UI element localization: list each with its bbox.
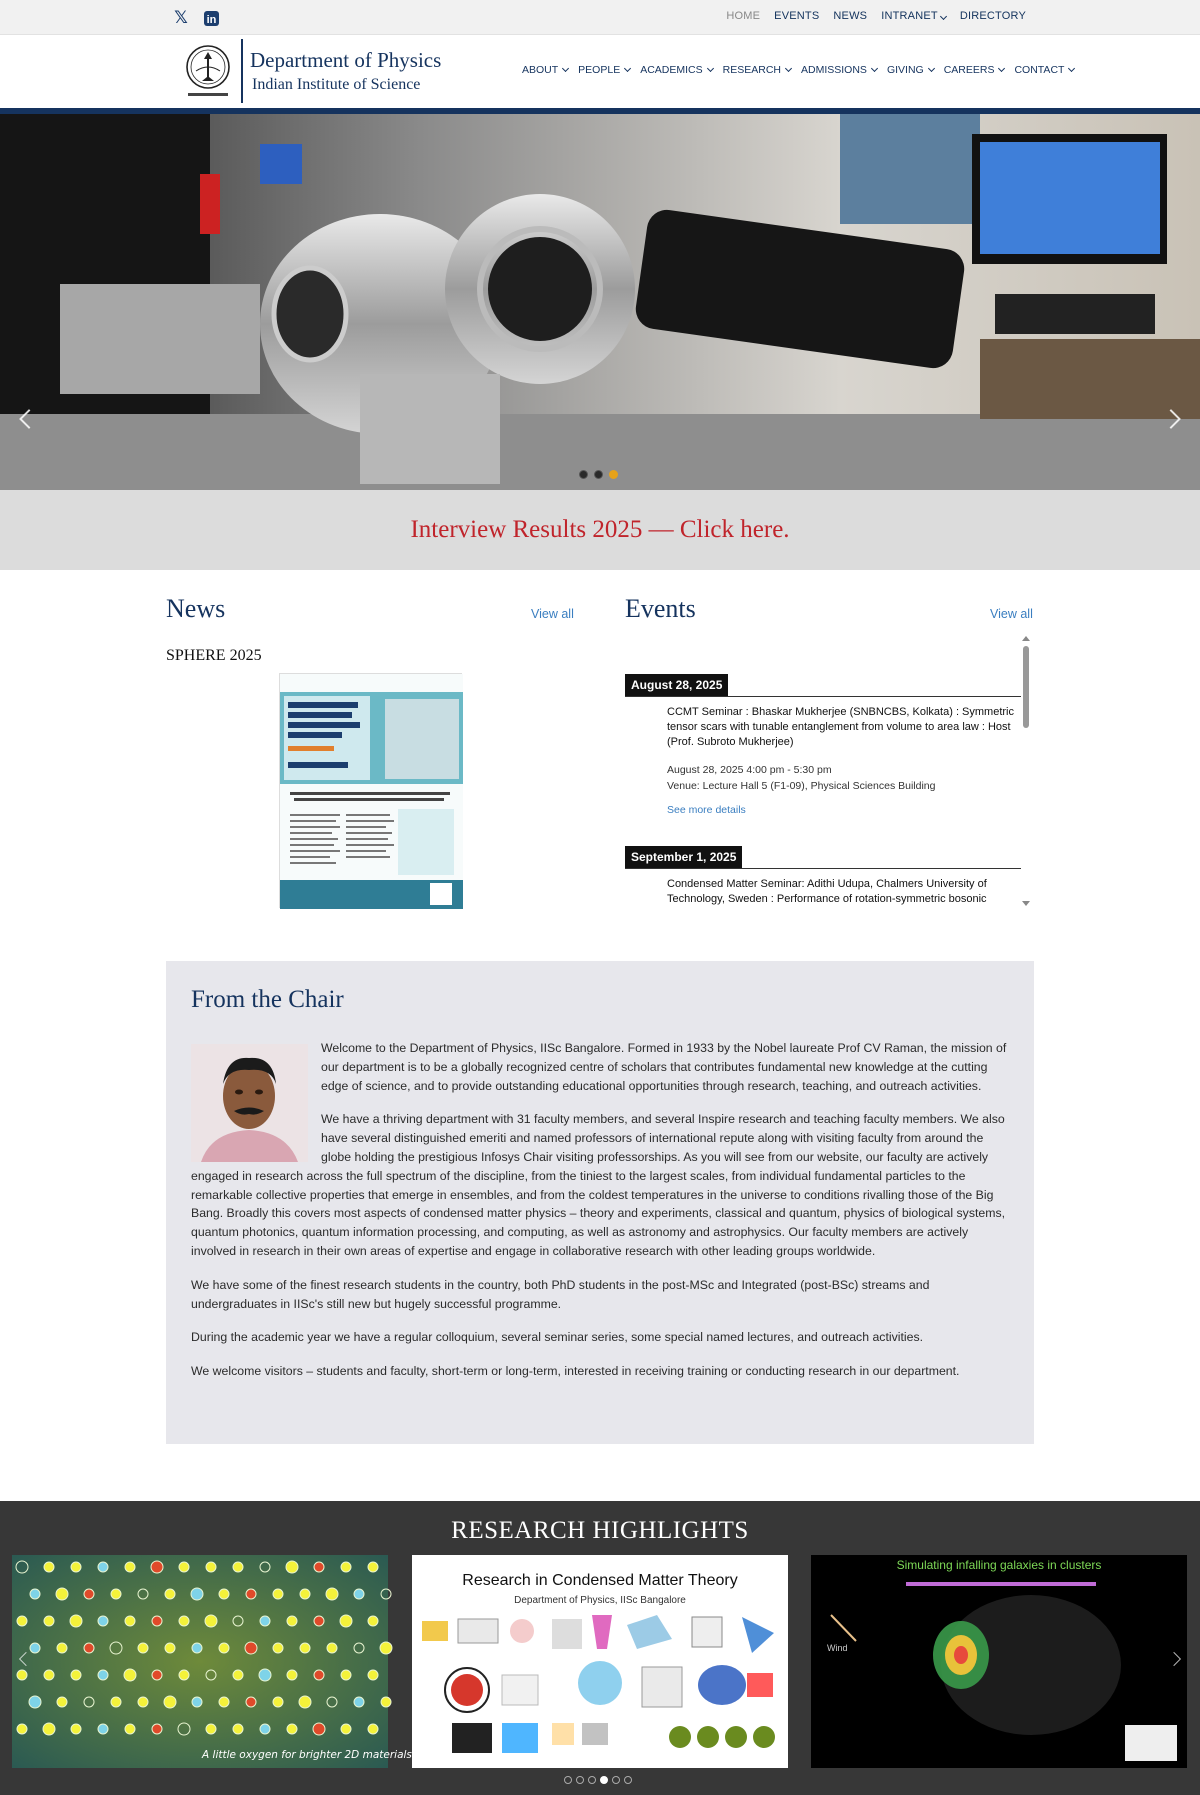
scrollbar-thumb[interactable] bbox=[1023, 646, 1029, 728]
chair-paragraph: We welcome visitors – students and faculty, short-term or long-term, interested in receiving training or conducting research in our department. bbox=[191, 1364, 960, 1379]
lattice-atom bbox=[314, 1616, 324, 1626]
events-list bbox=[625, 636, 1034, 906]
chevron-down-icon bbox=[998, 65, 1005, 72]
lattice-atom bbox=[206, 1562, 216, 1572]
lattice-atom bbox=[151, 1561, 163, 1573]
lattice-atom bbox=[138, 1643, 148, 1653]
interview-results-link[interactable]: Interview Results 2025 — Click here. bbox=[410, 516, 790, 543]
lattice-atom bbox=[246, 1697, 256, 1707]
lattice-atom bbox=[326, 1588, 338, 1600]
lattice-atom bbox=[313, 1723, 325, 1735]
lattice-atom bbox=[273, 1589, 283, 1599]
highlights-dot[interactable] bbox=[588, 1776, 596, 1784]
lattice-atom bbox=[314, 1562, 324, 1572]
chevron-down-icon bbox=[624, 65, 631, 72]
lattice-atom bbox=[29, 1696, 41, 1708]
highlight-slide-galaxies[interactable] bbox=[811, 1555, 1187, 1768]
highlights-dot[interactable] bbox=[576, 1776, 584, 1784]
chevron-down-icon bbox=[871, 65, 878, 72]
lattice-atom bbox=[233, 1562, 243, 1572]
announcement-band bbox=[0, 490, 1200, 570]
chevron-down-icon bbox=[562, 65, 569, 72]
lattice-atom bbox=[287, 1670, 297, 1680]
events-heading: Events bbox=[625, 594, 696, 623]
lattice-atom bbox=[57, 1643, 67, 1653]
nav-admissions[interactable] bbox=[801, 64, 877, 76]
site-subtitle: Indian Institute of Science bbox=[252, 76, 421, 93]
util-link-intranet[interactable] bbox=[881, 10, 946, 22]
lattice-atom bbox=[111, 1589, 121, 1599]
lattice-atom bbox=[179, 1670, 189, 1680]
chair-heading: From the Chair bbox=[191, 986, 344, 1013]
event-rule bbox=[625, 696, 1021, 697]
chevron-down-icon bbox=[928, 65, 935, 72]
hero-dot[interactable] bbox=[579, 470, 588, 479]
lattice-atom bbox=[192, 1643, 202, 1653]
lattice-atom bbox=[152, 1724, 162, 1734]
research-highlights-section bbox=[0, 1501, 1200, 1795]
chair-paragraph: We have a thriving department with 31 faculty members, and several Inspire research and teaching faculty members. We also have several distinguished emeriti and named professors of international repute along with visiting faculty from around the globe holding the prestigious Infosys Chair visiting professorships. As you will see from our website, our faculty are actively engaged in research across the full spectrum of the discipline, from the tiniest to the largest scales, from individual fundamental particles to the remarkable collective properties that emerge in ensembles, and from the coldest temperatures in the universe to conditions rivalling those of the Big Bang. Broadly this covers most aspects of condensed matter physics – theory and experiments, classical and quantum, physics of biological systems, quantum photonics, quantum information processing, and computing, as well as astronomy and astrophysics. Our faculty members are actively involved in research in their own areas of expertise and engage in collaborative research with other leading groups worldwide. bbox=[191, 1112, 1006, 1258]
event-details-link[interactable]: See more details bbox=[667, 804, 746, 816]
lattice-atom bbox=[111, 1697, 121, 1707]
lattice-atom bbox=[341, 1724, 351, 1734]
slide-caption: A little oxygen for brighter 2D materials bbox=[202, 1749, 412, 1761]
event-rule bbox=[625, 868, 1021, 869]
nav-careers-label: CAREERS bbox=[943, 64, 995, 76]
lattice-atom bbox=[71, 1724, 81, 1734]
nav-giving[interactable] bbox=[887, 64, 934, 76]
events-scrollbar[interactable] bbox=[1022, 636, 1030, 906]
lattice-atom bbox=[192, 1697, 202, 1707]
chevron-down-icon bbox=[1068, 65, 1075, 72]
highlight-slide-condensed-matter[interactable] bbox=[412, 1555, 788, 1768]
from-the-chair-section bbox=[166, 961, 1034, 1444]
lattice-atom bbox=[273, 1697, 283, 1707]
highlights-dot[interactable] bbox=[564, 1776, 572, 1784]
scroll-up-arrow-icon[interactable] bbox=[1022, 636, 1030, 641]
chair-paragraph: During the academic year we have a regular colloquium, several seminar series, some special named lectures, and outreach activities. bbox=[191, 1330, 924, 1345]
util-link-events[interactable]: EVENTS bbox=[774, 10, 820, 22]
hero-dot[interactable] bbox=[609, 470, 618, 479]
event-date-badge: August 28, 2025 bbox=[625, 674, 728, 696]
news-view-all-link[interactable]: View all bbox=[531, 607, 574, 621]
chevron-down-icon bbox=[707, 65, 714, 72]
nav-research-label: RESEARCH bbox=[722, 64, 781, 76]
event-venue: Venue: Lecture Hall 5 (F1-09), Physical Sciences Building bbox=[667, 780, 936, 792]
utility-nav bbox=[726, 10, 1026, 22]
lattice-atom bbox=[44, 1616, 54, 1626]
lattice-atom bbox=[368, 1724, 378, 1734]
chair-paragraph: We have some of the finest research students in the country, both PhD students in the post-MSc and Integrated (post-BSc) streams and undergraduates in IISc's still new but hugely successful programme. bbox=[191, 1277, 930, 1311]
lattice-atom bbox=[71, 1562, 81, 1572]
highlights-dot[interactable] bbox=[600, 1776, 608, 1784]
lattice-atom bbox=[245, 1642, 257, 1654]
lattice-atom bbox=[381, 1697, 391, 1707]
lattice-atom bbox=[165, 1589, 175, 1599]
lattice-atom bbox=[354, 1589, 364, 1599]
lattice-atom bbox=[98, 1562, 108, 1572]
event-title[interactable]: Condensed Matter Seminar: Adithi Udupa, Chalmers University of Technology, Sweden : Performance of rotation-symmetric bosonic bbox=[667, 878, 987, 905]
research-highlights-heading: RESEARCH HIGHLIGHTS bbox=[451, 1517, 749, 1544]
nav-about[interactable] bbox=[522, 64, 568, 76]
chevron-down-icon bbox=[785, 65, 792, 72]
linkedin-icon[interactable]: in bbox=[204, 11, 219, 26]
util-link-news[interactable]: NEWS bbox=[833, 10, 868, 22]
news-item-title[interactable]: SPHERE 2025 bbox=[166, 647, 262, 664]
lattice-atom bbox=[57, 1697, 67, 1707]
lattice-atom bbox=[354, 1697, 364, 1707]
hero-image bbox=[0, 114, 1200, 490]
lattice-atom bbox=[43, 1723, 55, 1735]
lattice-atom bbox=[233, 1724, 243, 1734]
lattice-atom bbox=[206, 1724, 216, 1734]
lattice-atom bbox=[341, 1562, 351, 1572]
lattice-atom bbox=[300, 1589, 310, 1599]
main-nav bbox=[522, 64, 1074, 76]
chair-paragraph: Welcome to the Department of Physics, IISc Bangalore. Formed in 1933 by the Nobel laureate Prof CV Raman, the mission of our department is to be a globally recognized centre of scholars that contributes fundamental new knowledge at the cutting edge of science, and to provide outstanding educational opportunities through research, teaching, and outreach activities. bbox=[321, 1041, 1007, 1093]
news-heading: News bbox=[166, 594, 226, 623]
chevron-down-icon bbox=[940, 13, 947, 20]
lattice-atom bbox=[314, 1670, 324, 1680]
lattice-atom bbox=[56, 1588, 68, 1600]
x-icon[interactable]: 𝕏 bbox=[174, 8, 188, 28]
lattice-atom bbox=[368, 1562, 378, 1572]
lattice-atom bbox=[125, 1562, 135, 1572]
lattice-atom bbox=[138, 1697, 148, 1707]
lattice-atom bbox=[259, 1669, 271, 1681]
nav-about-label: ABOUT bbox=[522, 64, 559, 76]
lattice-atom bbox=[30, 1589, 40, 1599]
lattice-atom bbox=[219, 1697, 229, 1707]
events-view-all-link[interactable]: View all bbox=[990, 607, 1033, 621]
social-links bbox=[172, 9, 219, 27]
lattice-atom bbox=[84, 1643, 94, 1653]
slide-subheading: Department of Physics, IISc Bangalore bbox=[514, 1595, 686, 1606]
slide-label: Wind bbox=[827, 1643, 848, 1653]
util-link-home[interactable]: HOME bbox=[726, 10, 761, 22]
nav-contact[interactable] bbox=[1014, 64, 1074, 76]
nav-admissions-label: ADMISSIONS bbox=[801, 64, 867, 76]
lattice-atom bbox=[44, 1562, 54, 1572]
site-title[interactable]: Department of Physics bbox=[250, 48, 442, 72]
lattice-atom bbox=[205, 1615, 217, 1627]
highlights-next-arrow-icon[interactable] bbox=[1168, 1648, 1184, 1672]
slide-heading: Simulating infalling galaxies in clusters bbox=[896, 1558, 1102, 1572]
lattice-atom bbox=[84, 1589, 94, 1599]
util-link-intranet-label: INTRANET bbox=[881, 10, 938, 22]
lattice-atom bbox=[340, 1615, 352, 1627]
lattice-atom bbox=[44, 1670, 54, 1680]
lattice-atom bbox=[70, 1615, 82, 1627]
lattice-atom bbox=[246, 1589, 256, 1599]
nav-people[interactable] bbox=[578, 64, 630, 76]
lattice-atom bbox=[341, 1670, 351, 1680]
lattice-atom bbox=[260, 1724, 270, 1734]
lattice-atom bbox=[152, 1616, 162, 1626]
lattice-atom bbox=[287, 1724, 297, 1734]
highlight-slide-2d-materials[interactable] bbox=[12, 1555, 412, 1768]
news-item-poster[interactable] bbox=[279, 673, 462, 908]
nav-research[interactable] bbox=[723, 64, 791, 76]
nav-careers[interactable] bbox=[944, 64, 1005, 76]
lattice-atom bbox=[300, 1643, 310, 1653]
hero-next-arrow-icon[interactable] bbox=[1166, 404, 1184, 434]
lattice-atom bbox=[179, 1562, 189, 1572]
lattice-atom bbox=[286, 1561, 298, 1573]
lattice-atom bbox=[380, 1642, 392, 1654]
iisc-seal-icon[interactable] bbox=[178, 43, 238, 101]
lattice-atom bbox=[273, 1643, 283, 1653]
event-date-badge: September 1, 2025 bbox=[625, 846, 742, 868]
lattice-atom bbox=[98, 1724, 108, 1734]
lattice-atom bbox=[17, 1616, 27, 1626]
lattice-atom bbox=[233, 1670, 243, 1680]
lattice-atom bbox=[219, 1643, 229, 1653]
scroll-down-arrow-icon[interactable] bbox=[1022, 901, 1030, 906]
lattice-atom bbox=[98, 1616, 108, 1626]
lattice-atom bbox=[299, 1696, 311, 1708]
lattice-atom bbox=[71, 1670, 81, 1680]
util-link-directory[interactable]: DIRECTORY bbox=[959, 10, 1026, 22]
hero-dot[interactable] bbox=[594, 470, 603, 479]
lattice-atom bbox=[287, 1616, 297, 1626]
highlights-prev-arrow-icon[interactable] bbox=[16, 1648, 32, 1672]
lattice-atom bbox=[125, 1616, 135, 1626]
lattice-atom bbox=[17, 1724, 27, 1734]
lattice-atom bbox=[98, 1670, 108, 1680]
lattice-atom bbox=[125, 1724, 135, 1734]
top-utility-bar bbox=[0, 0, 1200, 35]
hero-dots bbox=[579, 470, 618, 479]
lattice-atom bbox=[124, 1669, 136, 1681]
lattice-atom bbox=[260, 1616, 270, 1626]
lattice-atom bbox=[368, 1670, 378, 1680]
lattice-atom bbox=[179, 1616, 189, 1626]
nav-contact-label: CONTACT bbox=[1014, 64, 1065, 76]
lattice-atom bbox=[368, 1616, 378, 1626]
lattice-atom bbox=[219, 1589, 229, 1599]
slide-heading: Research in Condensed Matter Theory bbox=[462, 1572, 738, 1589]
lattice-atom bbox=[327, 1643, 337, 1653]
nav-giving-label: GIVING bbox=[886, 64, 924, 76]
chair-message bbox=[191, 1039, 1015, 1396]
logo-divider bbox=[241, 39, 243, 103]
lattice-atom bbox=[165, 1643, 175, 1653]
event-time: August 28, 2025 4:00 pm - 5:30 pm bbox=[667, 764, 832, 776]
nav-academics[interactable] bbox=[640, 64, 712, 76]
highlights-dot[interactable] bbox=[612, 1776, 620, 1784]
lattice-atom bbox=[191, 1588, 203, 1600]
hero-carousel bbox=[0, 114, 1200, 490]
lattice-atom bbox=[164, 1696, 176, 1708]
event-title[interactable]: CCMT Seminar : Bhaskar Mukherjee (SNBNCBS, Kolkata) : Symmetric tensor scars with tunable entanglement from volume to area law : Host (Prof. Subroto Mukherjee) bbox=[667, 706, 1014, 748]
highlights-dots bbox=[564, 1776, 632, 1784]
lattice-atom bbox=[152, 1670, 162, 1680]
hero-prev-arrow-icon[interactable] bbox=[16, 404, 34, 434]
nav-people-label: PEOPLE bbox=[578, 64, 621, 76]
highlights-dot[interactable] bbox=[624, 1776, 632, 1784]
nav-academics-label: ACADEMICS bbox=[640, 64, 703, 76]
